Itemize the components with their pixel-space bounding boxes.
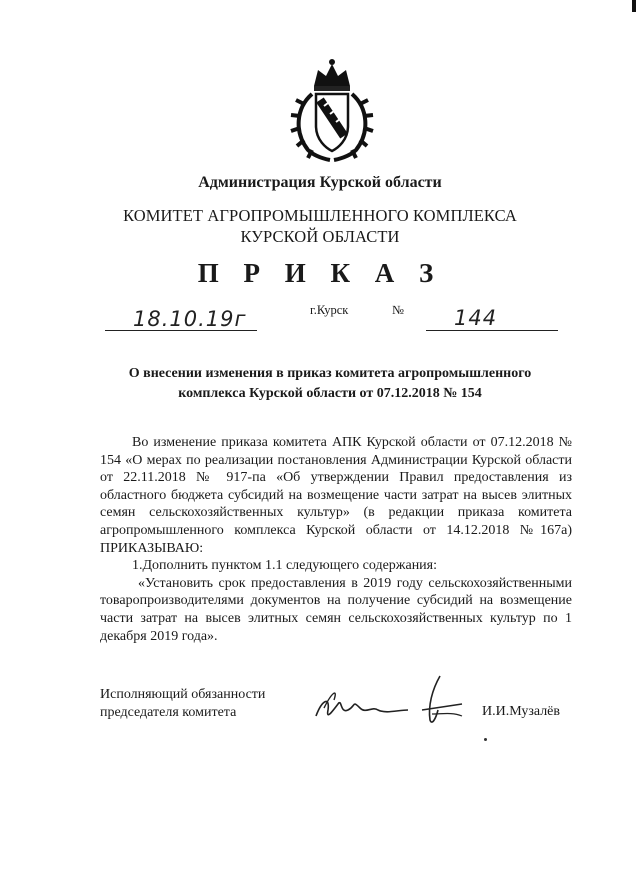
handwritten-signature <box>312 670 472 730</box>
committee-name-line2: КУРСКОЙ ОБЛАСТИ <box>240 227 400 246</box>
document-type-title: П Р И К А З <box>197 258 443 288</box>
order-number: 144 <box>454 306 498 330</box>
committee-name <box>0 205 640 247</box>
signer-position-line2: председателя комитета <box>100 705 237 720</box>
signer-position-line1: Исполняющий обязанности <box>100 687 266 702</box>
order-date: 18.10.19г <box>133 307 247 331</box>
date-underline <box>105 330 257 331</box>
number-underline <box>426 330 558 331</box>
order-subject <box>110 364 550 404</box>
order-subject-line2: комплекса Курской области от 07.12.2018 № 154 <box>178 386 482 401</box>
body-item-1: 1.Дополнить пунктом 1.1 следующего содержания: <box>132 558 438 574</box>
order-place: г.Курск <box>310 303 349 317</box>
organization-name: Администрация Курской области <box>198 174 442 191</box>
signer-position <box>100 686 265 722</box>
number-sign: № <box>392 303 404 317</box>
coat-of-arms-emblem <box>290 56 374 162</box>
signer-name: И.И.Музалёв <box>482 704 560 719</box>
body-quote: «Установить срок предоставления в 2019 году сельскохозяйственными товаропроизводителями документов на получение субсидий на возмещение части затрат на высев элитных семян сельскохозяйственных культур по 1 декабря 2019 года». <box>100 575 572 644</box>
body-preamble: Во изменение приказа комитета АПК Курской области от 07.12.2018 № 154 «О мерах по реализации постановления Администрации Курской области от 22.11.2018 № 917-па «Об утверждении Правил предоставления из областного бюджета субсидий на возмещение части затрат на высев элитных семян сельскохозяйственных культур» (в редакции приказа комитета агропромышленного комплекса Курской области от 14.12.2018 №167а) ПРИКАЗЫВАЮ: <box>100 435 572 556</box>
stray-mark <box>484 738 487 741</box>
order-subject-line1: О внесении изменения в приказ комитета агропромышленного <box>128 366 532 381</box>
committee-name-line1: КОМИТЕТ АГРОПРОМЫШЛЕННОГО КОМПЛЕКСА <box>123 206 517 225</box>
corner-mark <box>632 0 636 12</box>
order-body <box>100 434 572 645</box>
